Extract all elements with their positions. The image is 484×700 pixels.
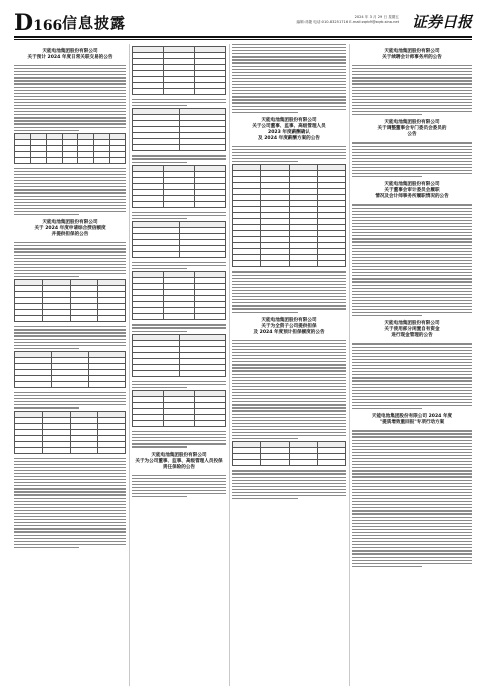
column-4	[352, 44, 472, 686]
title-line: 天能电池集团股份有限公司	[384, 182, 440, 188]
data-table	[232, 441, 346, 466]
body-text	[132, 212, 226, 219]
title-line: 及 2024 年度薪酬方案的公告	[258, 135, 320, 141]
body-text	[232, 470, 346, 499]
data-table	[132, 108, 226, 151]
title-line: 天能电池集团股份有限公司	[384, 120, 440, 126]
announcement-title	[352, 49, 472, 61]
title-line: 进行现金管理的公告	[391, 333, 433, 339]
data-table	[132, 165, 226, 208]
title-line: 2023 年度薪酬确认	[268, 129, 310, 135]
data-table	[132, 46, 226, 95]
column-1	[14, 44, 126, 686]
title-line: 天能电池集团股份有限公司	[261, 117, 317, 123]
body-text	[232, 271, 346, 312]
announcement-title	[352, 414, 472, 426]
data-table	[14, 351, 126, 388]
announcement-title	[352, 321, 472, 339]
title-line: 关于公司董事、监事、高级管理人员	[252, 123, 326, 129]
title-line: 责任保险的公告	[162, 464, 196, 470]
issue-date: 2024 年 3 月 29 日 星期五	[354, 15, 399, 19]
title-line: 天能电池集团股份有限公司	[384, 321, 440, 327]
body-text	[352, 430, 472, 567]
body-text	[132, 431, 226, 448]
masthead-info	[274, 15, 399, 25]
column-divider	[349, 44, 350, 686]
title-line: 关于调整董事会专门委员会委员的	[377, 126, 447, 132]
column-3	[232, 44, 346, 686]
title-line: 天能电池集团股份有限公司	[151, 452, 207, 458]
data-table	[14, 411, 126, 454]
page-digits: 166	[33, 18, 63, 34]
title-line: 天能电池集团股份有限公司	[42, 49, 98, 54]
title-line: 关于预计 2024 年度日常关联交易的公告	[27, 55, 113, 60]
title-line: 关于董事会审计委员会履职	[384, 188, 440, 194]
announcement-title	[132, 453, 226, 471]
title-line: 关于为全资子公司提供担保	[261, 323, 317, 329]
body-text	[232, 340, 346, 440]
body-text	[352, 142, 472, 177]
body-text	[132, 381, 226, 388]
body-text	[232, 44, 346, 113]
title-line: "提质增效重回报"专项行动方案	[379, 420, 445, 426]
data-table	[14, 279, 126, 322]
title-line: 并提供担保的公告	[51, 232, 89, 238]
title-line: 天能电池集团股份有限公司	[42, 220, 98, 226]
announcement-title	[232, 318, 346, 336]
data-table	[132, 271, 226, 320]
title-line: 关于续聘会计师事务所的公告	[382, 55, 442, 60]
data-table	[232, 164, 346, 267]
title-line: 天能电池集团股份有限公司	[384, 49, 440, 54]
body-text	[132, 155, 226, 162]
section-title: 信息披露	[62, 14, 127, 32]
data-table	[132, 221, 226, 258]
announcement-title	[352, 120, 472, 138]
body-text	[14, 65, 126, 131]
title-line: 天能电池集团股份有限公司 2024 年度	[371, 414, 453, 420]
body-text	[14, 242, 126, 277]
newspaper-logo: 证券日报	[411, 13, 472, 31]
announcement-title	[232, 118, 346, 142]
body-text	[352, 343, 472, 409]
data-table	[132, 334, 226, 377]
page-letter: D	[14, 10, 34, 36]
body-text	[132, 324, 226, 331]
body-text	[352, 65, 472, 115]
column-2	[132, 44, 226, 686]
body-text	[14, 326, 126, 349]
body-text	[352, 204, 472, 316]
data-table	[14, 133, 126, 164]
data-table	[132, 390, 226, 427]
column-divider	[129, 44, 130, 686]
masthead	[14, 12, 472, 34]
title-line: 关于为公司董事、监事、高级管理人员投保	[135, 458, 223, 464]
announcement-title	[14, 220, 126, 238]
masthead-rule	[14, 36, 472, 38]
announcement-title	[352, 182, 472, 200]
title-line: 关于使用部分闲置自有资金	[384, 327, 440, 333]
body-text	[132, 475, 226, 498]
body-text	[14, 458, 126, 548]
body-text	[14, 392, 126, 409]
announcement-title	[14, 49, 126, 61]
page-number	[14, 12, 62, 37]
title-line: 公告	[407, 132, 417, 138]
title-line: 关于 2024 年度申请综合授信额度	[34, 226, 106, 232]
body-text	[132, 262, 226, 269]
editor-contact: 编辑:邓婕 电话:010-83251716 E-mail:zqrb9@zqrb.sina.net	[296, 20, 399, 24]
title-line: 天能电池集团股份有限公司	[261, 317, 317, 323]
body-text	[232, 146, 346, 163]
column-divider	[229, 44, 230, 686]
title-line: 情况及会计师事务所履职情况的公告	[375, 194, 449, 200]
masthead-rule-thin	[14, 39, 472, 40]
body-text	[14, 168, 126, 215]
body-text	[132, 99, 226, 106]
title-line: 及 2024 年度预计担保额度的公告	[253, 329, 325, 335]
